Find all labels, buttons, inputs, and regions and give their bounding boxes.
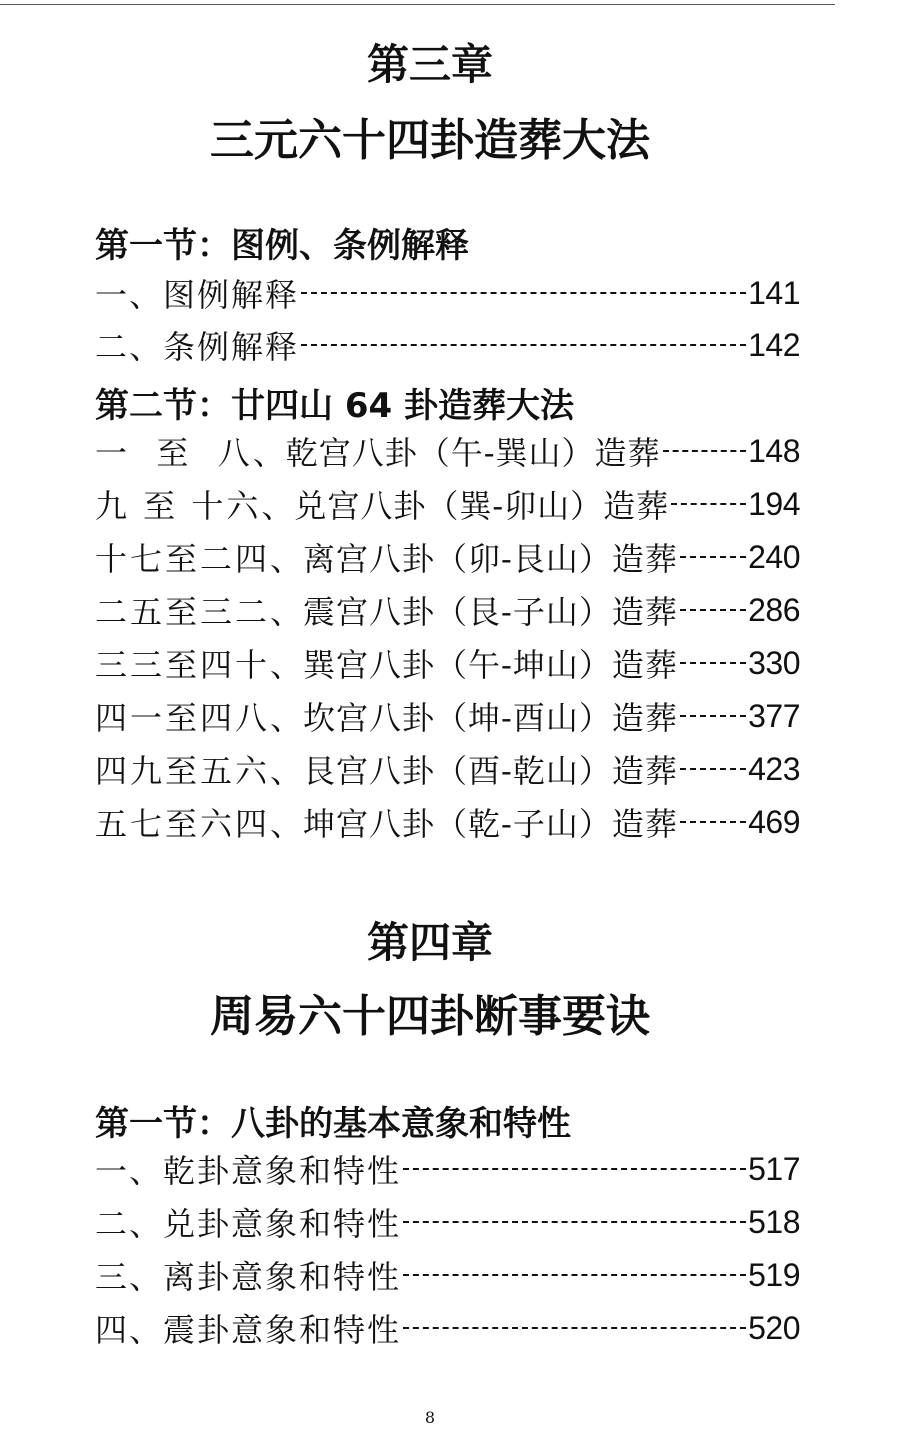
- toc-entry-page: 517: [748, 1150, 800, 1187]
- toc-leader: [403, 1274, 746, 1276]
- toc-entry-label: 一、乾卦意象和特性: [95, 1152, 402, 1190]
- chapter-3-number: 第三章: [366, 40, 493, 89]
- toc-leader: [680, 768, 746, 770]
- toc-entry[interactable]: [95, 587, 800, 633]
- toc-entry-page: 423: [748, 750, 800, 787]
- toc-entry-label: 、巽宫八卦（午-坤山）造葬: [270, 646, 678, 684]
- toc-entry-page: 377: [748, 697, 800, 734]
- toc-entry[interactable]: [95, 1199, 800, 1245]
- toc-entry[interactable]: [95, 640, 800, 686]
- chapter-3-title: 三元六十四卦造葬大法: [210, 115, 650, 166]
- toc-entry-range: 四一至四八: [95, 699, 271, 737]
- toc-entry-range: 五七至六四: [95, 805, 271, 843]
- toc-entry-range: 一 至 八: [95, 434, 253, 472]
- toc-entry[interactable]: [95, 322, 800, 368]
- toc-entry-page: 194: [748, 485, 800, 522]
- toc-entry-range: 二五至三二: [95, 593, 271, 631]
- toc-entry-label: 、震宫八卦（艮-子山）造葬: [270, 593, 678, 631]
- toc-leader: [680, 609, 746, 611]
- toc-leader: [301, 344, 746, 346]
- toc-entry-label: 、坎宫八卦（坤-酉山）造葬: [270, 699, 678, 737]
- section-title: 第二节：廿四山 64 卦造葬大法: [95, 386, 574, 426]
- section-title: 第一节：八卦的基本意象和特性: [95, 1104, 571, 1144]
- toc-leader: [663, 450, 747, 452]
- toc-entry-label: 、艮宫八卦（酉-乾山）造葬: [270, 752, 678, 790]
- toc-entry[interactable]: [95, 1146, 800, 1192]
- chapter-4-number: 第四章: [366, 918, 493, 967]
- toc-entry-page: 520: [748, 1309, 800, 1346]
- toc-entry-range: 三三至四十: [95, 646, 271, 684]
- section-title: 第一节：图例、条例解释: [95, 226, 469, 266]
- toc-entry-range: 十七至二四: [95, 540, 271, 578]
- toc-entry[interactable]: [95, 1252, 800, 1298]
- toc-entry-range: 四九至五六: [95, 752, 271, 790]
- toc-entry-range: 九 至 十六: [95, 487, 262, 525]
- toc-entry-label: 、坤宫八卦（乾-子山）造葬: [270, 805, 678, 843]
- chapter-4-title: 周易六十四卦断事要诀: [210, 991, 650, 1042]
- toc-entry-page: 240: [748, 538, 800, 575]
- toc-entry-label: 一、图例解释: [95, 276, 300, 314]
- toc-entry-label: 二、兑卦意象和特性: [95, 1205, 402, 1243]
- toc-entry-label: 、离宫八卦（卯-艮山）造葬: [270, 540, 678, 578]
- toc-leader: [403, 1327, 746, 1329]
- toc-leader: [671, 503, 746, 505]
- toc-entry-label: 二、条例解释: [95, 328, 300, 366]
- page-number: 8: [424, 1408, 436, 1427]
- toc-entry-page: 518: [748, 1203, 800, 1240]
- toc-leader: [680, 715, 746, 717]
- toc-leader: [680, 662, 746, 664]
- toc-entry[interactable]: [95, 270, 800, 316]
- toc-entry-page: 148: [748, 432, 800, 469]
- toc-entry[interactable]: [95, 693, 800, 739]
- toc-leader: [403, 1168, 746, 1170]
- toc-entry-label: 、乾宫八卦（午-巽山）造葬: [252, 434, 661, 472]
- toc-entry-page: 142: [748, 326, 800, 363]
- toc-entry[interactable]: [95, 428, 800, 474]
- toc-entry-label: 四、震卦意象和特性: [95, 1311, 402, 1349]
- toc-entry-page: 519: [748, 1256, 800, 1293]
- toc-entry-page: 286: [748, 591, 800, 628]
- toc-entry-label: 、兑宫八卦（巽-卯山）造葬: [261, 487, 670, 525]
- toc-leader: [403, 1221, 746, 1223]
- toc-entry[interactable]: [95, 799, 800, 845]
- toc-entry-page: 469: [748, 803, 800, 840]
- toc-leader: [680, 556, 746, 558]
- toc-entry[interactable]: [95, 1305, 800, 1351]
- toc-entry[interactable]: [95, 746, 800, 792]
- toc-entry-page: 330: [748, 644, 800, 681]
- toc-entry-page: 141: [748, 274, 800, 311]
- top-rule: [0, 4, 835, 5]
- toc-leader: [301, 292, 746, 294]
- toc-leader: [680, 821, 746, 823]
- toc-entry[interactable]: [95, 534, 800, 580]
- toc-entry-label: 三、离卦意象和特性: [95, 1258, 402, 1296]
- toc-entry[interactable]: [95, 481, 800, 527]
